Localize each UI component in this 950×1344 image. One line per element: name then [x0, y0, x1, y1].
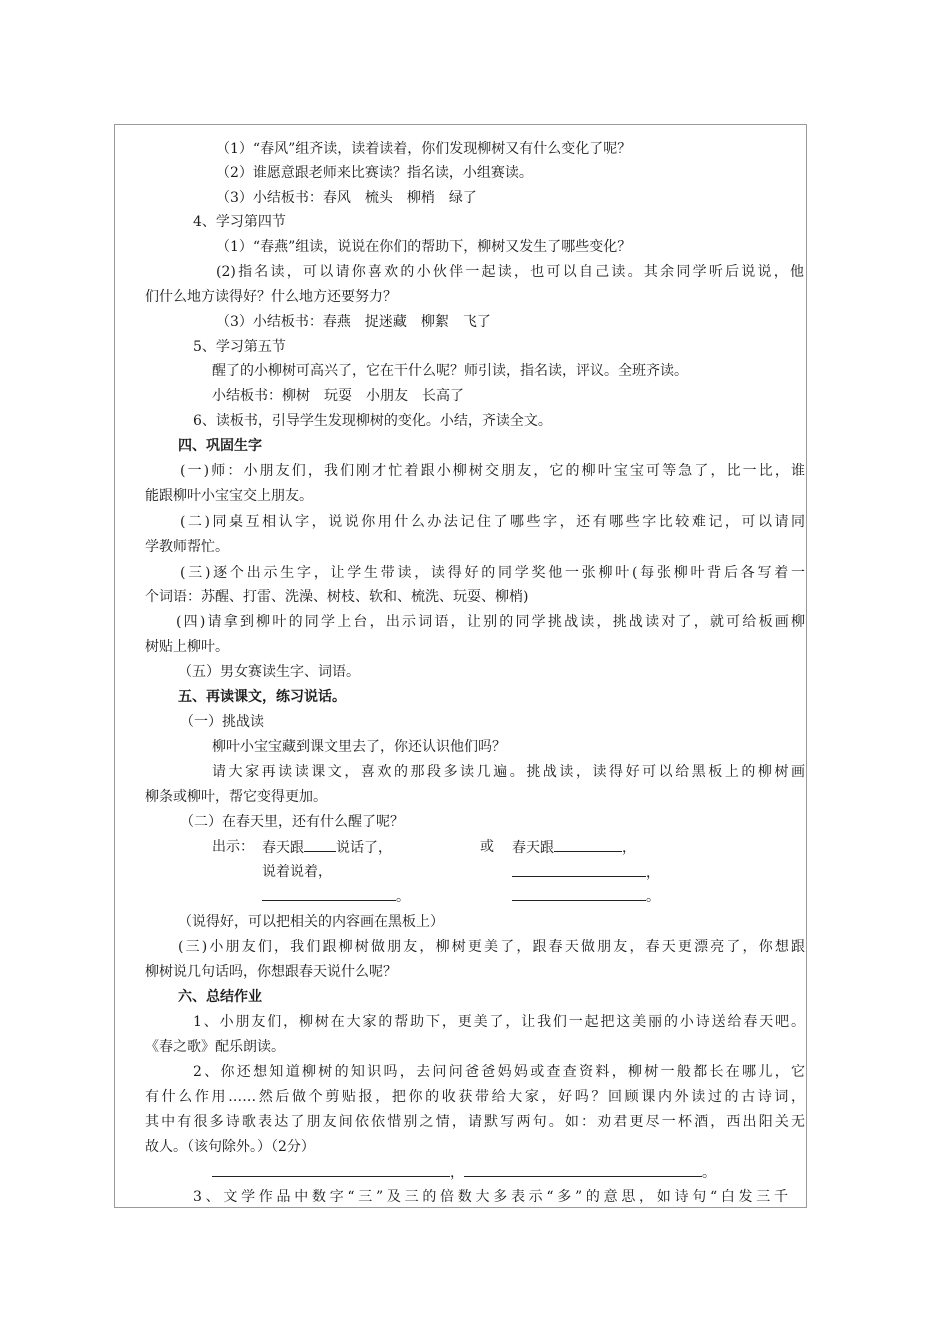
text-line: 小结板书：柳树 玩耍 小朋友 长高了 — [212, 388, 464, 404]
text-line: 其中有很多诗歌表达了朋友间依依惜别之情，请默写两句。如：劝君更尽一杯酒，西出阳关无 — [145, 1114, 805, 1130]
example-b-line3 — [512, 886, 660, 907]
text-line: 柳条或柳叶，帮它变得更加。 — [145, 789, 327, 805]
period: 。 — [396, 889, 410, 905]
comma: ， — [646, 865, 660, 881]
text-line: 们什么地方读得好？什么地方还要努力？ — [145, 289, 397, 305]
text-line: 2、你还想知道柳树的知识吗，去问问爸爸妈妈或查查资料，柳树一般都长在哪儿，它 — [193, 1064, 805, 1080]
text-line: 能跟柳叶小宝宝交上朋友。 — [145, 488, 313, 504]
example-a-suffix: 说话了， — [336, 840, 392, 856]
text-line: 6、读板书，引导学生发现柳树的变化。小结，齐读全文。 — [193, 413, 552, 429]
section-heading: 四、巩固生字 — [178, 438, 262, 454]
fill-blank[interactable] — [304, 837, 336, 852]
fill-blank[interactable] — [512, 862, 646, 877]
text-line: （3）小结板书：春风 梳头 柳梢 绿了 — [216, 190, 477, 206]
text-line: （一）挑战读 — [180, 714, 264, 730]
text-line: (2)指名读，可以请你喜欢的小伙伴一起读，也可以自己读。其余同学听后说说，他 — [216, 264, 804, 280]
example-a-line1 — [262, 837, 392, 858]
example-b-prefix: 春天跟 — [512, 840, 554, 856]
example-a-prefix: 春天跟 — [262, 840, 304, 856]
text-line: （1）“春风”组齐读，读着读着，你们发现柳树又有什么变化了呢？ — [216, 141, 632, 157]
fill-blank[interactable] — [554, 837, 622, 852]
answer-blank[interactable] — [464, 1162, 702, 1177]
text-line: （说得好，可以把相关的内容画在黑板上） — [178, 914, 444, 930]
text-line: 《春之歌》配乐朗读。 — [145, 1039, 285, 1055]
text-line: （3）小结板书：春燕 捉迷藏 柳絮 飞了 — [216, 314, 491, 330]
text-line: (二)同桌互相认字，说说你用什么办法记住了哪些字，还有哪些字比较难记，可以请同 — [180, 514, 805, 530]
example-label: 出示： — [212, 839, 254, 855]
example-b-line1 — [512, 837, 636, 858]
text-line: 1、小朋友们，柳树在大家的帮助下，更美了，让我们一起把这美丽的小诗送给春天吧。 — [193, 1014, 805, 1030]
text-line: (四)请拿到柳叶的同学上台，出示词语，让别的同学挑战读，挑战读对了，就可给板画柳 — [176, 614, 805, 630]
text-line: （1）“春燕”组读，说说在你们的帮助下，柳树又发生了哪些变化？ — [216, 239, 632, 255]
example-a-line2: 说着说着， — [262, 864, 332, 880]
text-line: (一)师：小朋友们，我们刚才忙着跟小柳树交朋友，它的柳叶宝宝可等急了，比一比，谁 — [180, 463, 805, 479]
text-line: 5、学习第五节 — [193, 339, 286, 355]
section-heading: 六、总结作业 — [178, 989, 262, 1005]
text-line: 学教师帮忙。 — [145, 539, 229, 555]
text-line: 个词语：苏醒、打雷、洗澡、树枝、软和、梳洗、玩耍、柳梢) — [145, 589, 529, 605]
text-line: 请大家再读读课文，喜欢的那段多读几遍。挑战读，读得好可以给黑板上的柳树画 — [212, 764, 805, 780]
section-heading: 五、再读课文，练习说话。 — [178, 689, 346, 705]
text-line: (三)逐个出示生字，让学生带读，读得好的同学奖他一张柳叶(每张柳叶背后各写着一 — [180, 565, 805, 581]
text-line: 4、学习第四节 — [193, 214, 286, 230]
text-line: 醒了的小柳树可高兴了，它在干什么呢？师引读，指名读，评议。全班齐读。 — [212, 363, 688, 379]
fill-blank[interactable] — [512, 886, 646, 901]
text-line: （2）谁愿意跟老师来比赛读？指名读，小组赛读。 — [216, 165, 533, 181]
text-line: （二）在春天里，还有什么醒了呢？ — [180, 814, 404, 830]
comma: ， — [450, 1165, 464, 1181]
example-b-line2 — [512, 862, 660, 883]
answer-lines — [212, 1162, 716, 1183]
period: 。 — [702, 1165, 716, 1181]
answer-blank[interactable] — [212, 1162, 450, 1177]
fill-blank[interactable] — [262, 886, 396, 901]
text-line: 有什么作用……然后做个剪贴报，把你的收获带给大家，好吗？回顾课内外读过的古诗词， — [145, 1089, 805, 1105]
text-line: （五）男女赛读生字、词语。 — [178, 664, 360, 680]
example-a-line3 — [262, 886, 410, 907]
text-line: 柳叶小宝宝藏到课文里去了，你还认识他们吗？ — [212, 739, 506, 755]
text-line: 故人。（该句除外。）（2分） — [145, 1139, 315, 1155]
text-line: 3、文学作品中数字“三”及三的倍数大多表示“多”的意思，如诗句“白发三千 — [193, 1189, 788, 1205]
or-word: 或 — [480, 839, 494, 855]
text-line: (三)小朋友们，我们跟柳树做朋友，柳树更美了，跟春天做朋友，春天更漂亮了，你想跟 — [178, 939, 805, 955]
text-line: 树贴上柳叶。 — [145, 639, 229, 655]
period: 。 — [646, 889, 660, 905]
text-line: 柳树说几句话吗，你想跟春天说什么呢？ — [145, 964, 397, 980]
comma: ， — [622, 840, 636, 856]
